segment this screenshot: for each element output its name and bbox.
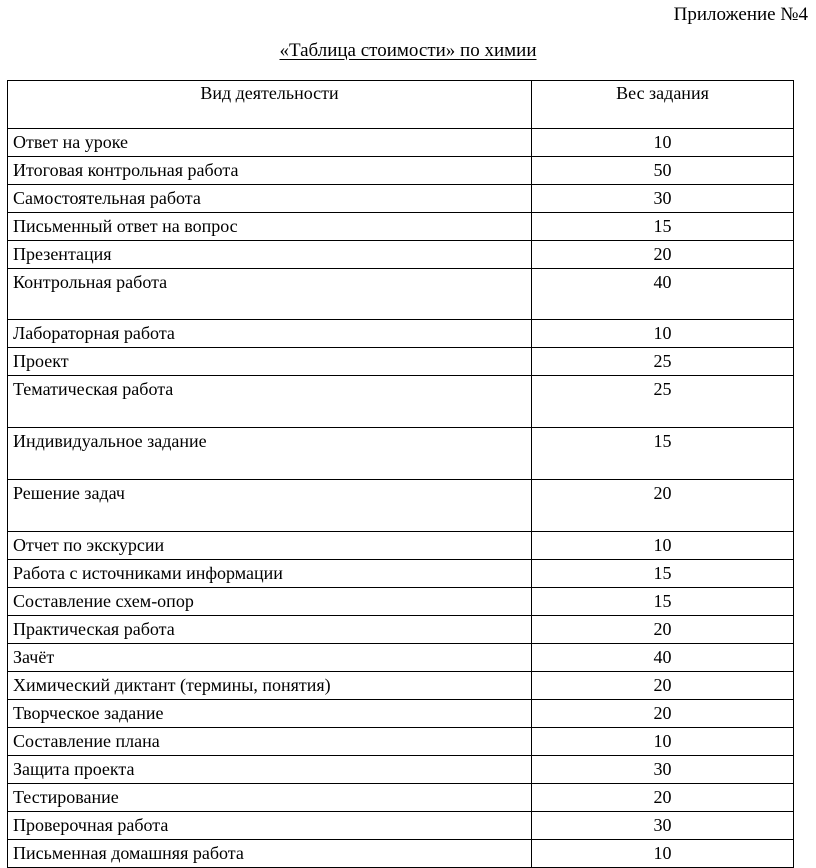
table-row	[8, 812, 794, 840]
weight-cell: 50	[532, 157, 794, 185]
table-row	[8, 840, 794, 868]
column-header-activity: Вид деятельности	[8, 81, 532, 129]
table-row	[8, 185, 794, 213]
weight-cell: 15	[532, 560, 794, 588]
table-header-row	[8, 81, 794, 129]
table-row	[8, 320, 794, 348]
weight-cell: 10	[532, 129, 794, 157]
activity-cell: Тестирование	[8, 784, 532, 812]
activity-cell: Контрольная работа	[8, 269, 532, 320]
activity-cell: Индивидуальное задание	[8, 428, 532, 480]
activity-cell: Решение задач	[8, 480, 532, 532]
cost-table	[7, 80, 794, 868]
table-row	[8, 588, 794, 616]
weight-cell: 25	[532, 376, 794, 428]
page-title	[0, 39, 816, 63]
weight-cell: 30	[532, 756, 794, 784]
weight-cell: 10	[532, 532, 794, 560]
weight-cell: 30	[532, 812, 794, 840]
activity-cell: Составление плана	[8, 728, 532, 756]
weight-cell: 15	[532, 428, 794, 480]
activity-cell: Лабораторная работа	[8, 320, 532, 348]
activity-cell: Самостоятельная работа	[8, 185, 532, 213]
table-row	[8, 644, 794, 672]
activity-cell: Химический диктант (термины, понятия)	[8, 672, 532, 700]
weight-cell: 10	[532, 320, 794, 348]
activity-cell: Составление схем-опор	[8, 588, 532, 616]
weight-cell: 20	[532, 672, 794, 700]
activity-cell: Ответ на уроке	[8, 129, 532, 157]
activity-cell: Зачёт	[8, 644, 532, 672]
appendix-label: Приложение №4	[673, 4, 808, 25]
activity-cell: Письменный ответ на вопрос	[8, 213, 532, 241]
table-row	[8, 480, 794, 532]
table-row	[8, 269, 794, 320]
activity-cell: Отчет по экскурсии	[8, 532, 532, 560]
activity-cell: Тематическая работа	[8, 376, 532, 428]
weight-cell: 20	[532, 480, 794, 532]
column-header-weight: Вес задания	[532, 81, 794, 129]
weight-cell: 15	[532, 588, 794, 616]
table-row	[8, 700, 794, 728]
table-row	[8, 616, 794, 644]
weight-cell: 25	[532, 348, 794, 376]
table-row	[8, 241, 794, 269]
table-row	[8, 376, 794, 428]
weight-cell: 40	[532, 644, 794, 672]
table-row	[8, 532, 794, 560]
weight-cell: 20	[532, 241, 794, 269]
table-row	[8, 428, 794, 480]
page-title-text: «Таблица стоимости» по химии	[279, 40, 537, 61]
table-row	[8, 348, 794, 376]
activity-cell: Практическая работа	[8, 616, 532, 644]
table-row	[8, 784, 794, 812]
table-row	[8, 728, 794, 756]
weight-cell: 15	[532, 213, 794, 241]
activity-cell: Презентация	[8, 241, 532, 269]
activity-cell: Проверочная работа	[8, 812, 532, 840]
weight-cell: 20	[532, 784, 794, 812]
activity-cell: Творческое задание	[8, 700, 532, 728]
table-row	[8, 129, 794, 157]
weight-cell: 30	[532, 185, 794, 213]
table-row	[8, 213, 794, 241]
weight-cell: 40	[532, 269, 794, 320]
activity-cell: Итоговая контрольная работа	[8, 157, 532, 185]
table-row	[8, 756, 794, 784]
activity-cell: Защита проекта	[8, 756, 532, 784]
activity-cell: Проект	[8, 348, 532, 376]
table-row	[8, 672, 794, 700]
weight-cell: 10	[532, 840, 794, 868]
table-row	[8, 157, 794, 185]
activity-cell: Письменная домашняя работа	[8, 840, 532, 868]
weight-cell: 20	[532, 700, 794, 728]
table-row	[8, 560, 794, 588]
weight-cell: 20	[532, 616, 794, 644]
activity-cell: Работа с источниками информации	[8, 560, 532, 588]
weight-cell: 10	[532, 728, 794, 756]
